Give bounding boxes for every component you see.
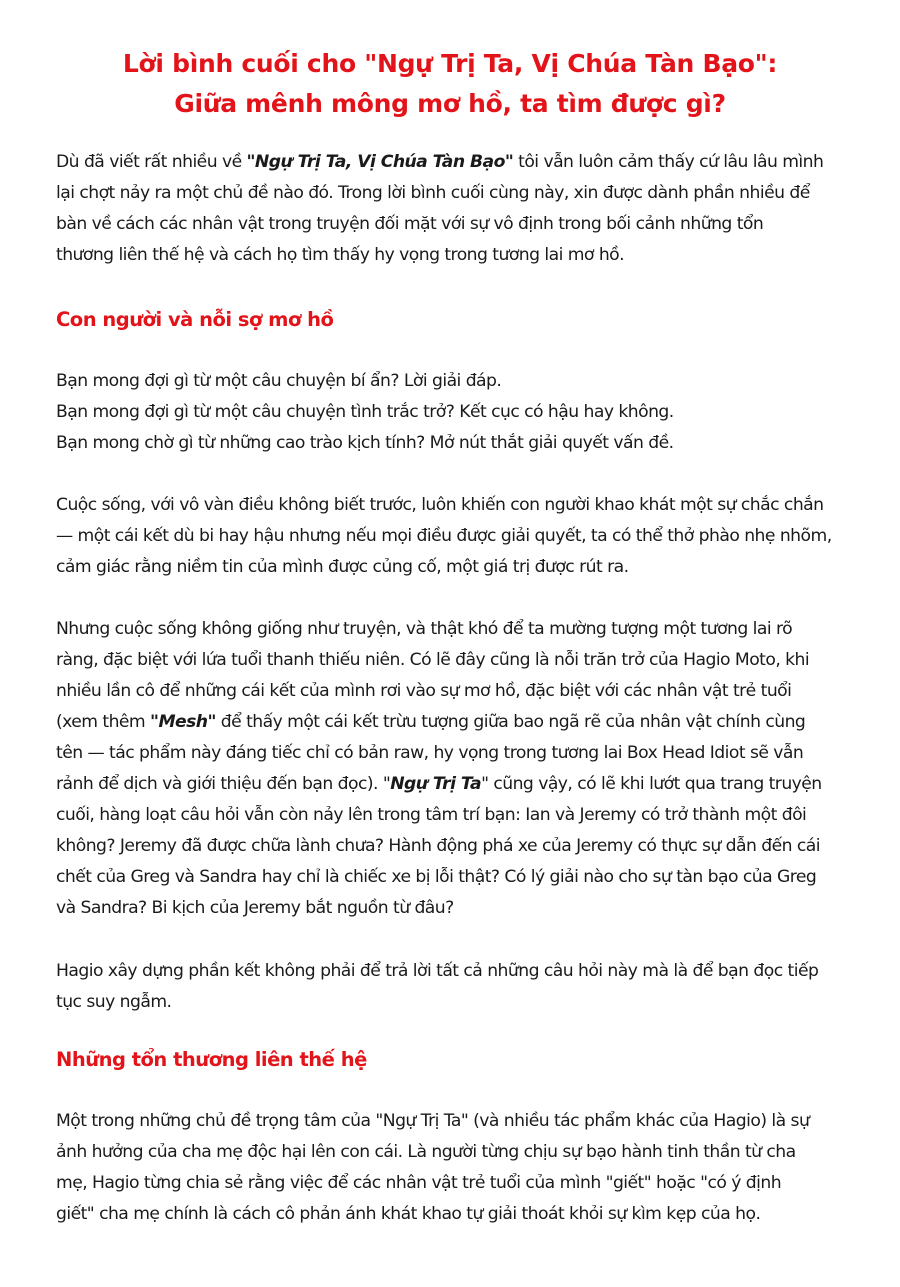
- paragraph-line: Nhưng cuộc sống không giống như truyện, và thật khó để ta mường tượng một tương lai rõ: [56, 619, 793, 639]
- paragraph-line: [56, 769, 856, 800]
- paragraph-line: ràng, đặc biệt với lứa tuổi thanh thiếu niên. Có lẽ đây cũng là nỗi trăn trở của Hagio Moto, khi: [56, 650, 810, 670]
- paragraph-line: ảnh hưởng của cha mẹ độc hại lên con cái. Là người từng chịu sự bạo hành tinh thần từ cha: [56, 1142, 796, 1162]
- title-line-2: Giữa mênh mông mơ hồ, ta tìm được gì?: [174, 89, 726, 118]
- paragraph-line: tục suy ngẫm.: [56, 992, 172, 1012]
- intro-paragraph: [56, 147, 856, 271]
- work-title-emphasis: "Mesh": [150, 712, 216, 732]
- intro-line-1: [56, 147, 856, 178]
- paragraph-line: Cuộc sống, với vô vàn điều không biết trước, luôn khiến con người khao khát một sự chắc chắn: [56, 495, 824, 515]
- paragraph-line: [56, 707, 856, 738]
- section-heading-2: Những tổn thương liên thế hệ: [56, 1048, 367, 1071]
- work-title-emphasis: Ngự Trị Ta: [390, 774, 482, 794]
- paragraph-line: cuối, hàng loạt câu hỏi vẫn còn nảy lên trong tâm trí bạn: Ian và Jeremy có trở thành một đôi: [56, 805, 807, 825]
- question-line: Bạn mong đợi gì từ một câu chuyện bí ẩn? Lời giải đáp.: [56, 371, 502, 391]
- text: " cũng vậy, có lẽ khi lướt qua trang truyện: [481, 774, 822, 794]
- conclusion-paragraph: [56, 956, 856, 1018]
- paragraph-line: tên — tác phẩm này đáng tiếc chỉ có bản raw, hy vọng trong tương lai Box Head Idiot sẽ vẫn: [56, 743, 804, 763]
- paragraph-line: Hagio xây dựng phần kết không phải để trả lời tất cả những câu hỏi này mà là để bạn đọc tiếp: [56, 961, 819, 981]
- certainty-paragraph: [56, 490, 856, 583]
- intro-line-2: lại chợt nảy ra một chủ đề nào đó. Trong lời bình cuối cùng này, xin được dành phần nhiều để: [56, 183, 810, 203]
- trauma-paragraph: [56, 1106, 856, 1230]
- document-title: [0, 44, 900, 124]
- question-line: Bạn mong đợi gì từ một câu chuyện tình trắc trở? Kết cục có hậu hay không.: [56, 402, 674, 422]
- questions-paragraph: [56, 366, 856, 459]
- title-line-1: Lời bình cuối cho "Ngự Trị Ta, Vị Chúa Tàn Bạo":: [122, 49, 778, 78]
- text: (xem thêm: [56, 712, 151, 732]
- text: rảnh để dịch và giới thiệu đến bạn đọc). ": [56, 774, 391, 794]
- paragraph-line: chết của Greg và Sandra hay chỉ là chiếc xe bị lỗi thật? Có lý giải nào cho sự tàn bạo của Greg: [56, 867, 817, 887]
- text: để thấy một cái kết trừu tượng giữa bao ngã rẽ của nhân vật chính cùng: [215, 712, 806, 732]
- paragraph-line: Một trong những chủ đề trọng tâm của "Ngự Trị Ta" (và nhiều tác phẩm khác của Hagio) là sự: [56, 1111, 810, 1131]
- paragraph-line: — một cái kết dù bi hay hậu nhưng nếu mọi điều được giải quyết, ta có thể thở phào nhẹ nhõm,: [56, 526, 832, 546]
- paragraph-line: cảm giác rằng niềm tin của mình được củng cố, một giá trị được rút ra.: [56, 557, 629, 577]
- text: Dù đã viết rất nhiều về: [56, 152, 247, 172]
- paragraph-line: và Sandra? Bi kịch của Jeremy bắt nguồn từ đâu?: [56, 898, 454, 918]
- intro-line-4: thương liên thế hệ và cách họ tìm thấy hy vọng trong tương lai mơ hồ.: [56, 245, 625, 265]
- intro-line-3: bàn về cách các nhân vật trong truyện đối mặt với sự vô định trong bối cảnh những tổn: [56, 214, 764, 234]
- question-line: Bạn mong chờ gì từ những cao trào kịch tính? Mở nút thắt giải quyết vấn đề.: [56, 433, 674, 453]
- paragraph-line: mẹ, Hagio từng chia sẻ rằng việc để các nhân vật trẻ tuổi của mình "giết" hoặc "có ý định: [56, 1173, 782, 1193]
- paragraph-line: nhiều lần cô để những cái kết của mình rơi vào sự mơ hồ, đặc biệt với các nhân vật trẻ tuổi: [56, 681, 792, 701]
- paragraph-line: giết" cha mẹ chính là cách cô phản ánh khát khao tự giải thoát khỏi sự kìm kẹp của họ.: [56, 1204, 761, 1224]
- text: tôi vẫn luôn cảm thấy cứ lâu lâu mình: [513, 152, 824, 172]
- paragraph-line: không? Jeremy đã được chữa lành chưa? Hành động phá xe của Jeremy có thực sự dẫn đến cái: [56, 836, 820, 856]
- ambiguity-paragraph: [56, 614, 856, 924]
- section-heading-1: Con người và nỗi sợ mơ hồ: [56, 308, 334, 331]
- work-title-emphasis: "Ngự Trị Ta, Vị Chúa Tàn Bạo": [246, 152, 514, 172]
